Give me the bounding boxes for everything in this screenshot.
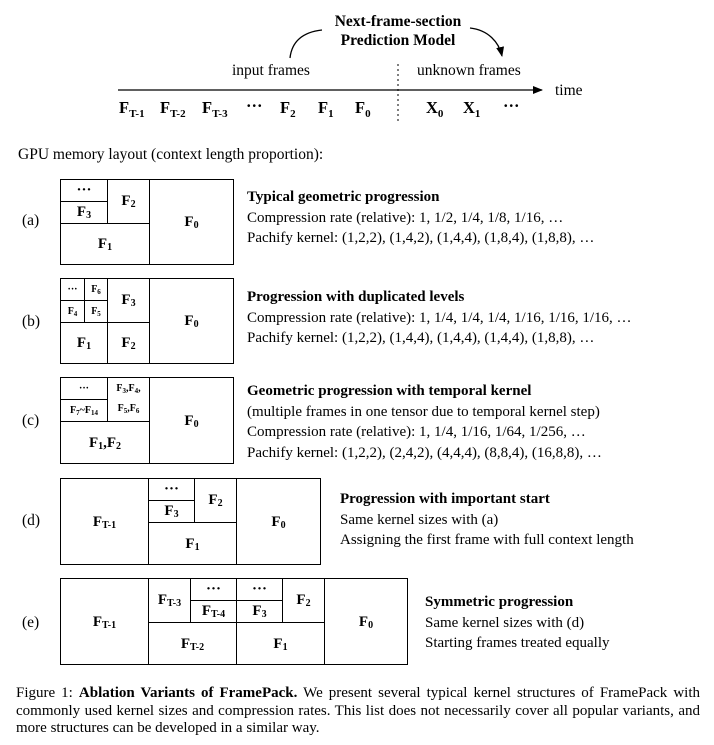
variant-label: (b)	[22, 313, 41, 330]
cell-f2: F $_2$	[194, 479, 236, 522]
cell-f0: F $_0$	[236, 479, 320, 565]
frame-label: $F_2$	[280, 98, 296, 120]
model-title-line2: Prediction Model	[340, 32, 456, 49]
variant-line: Pachify kernel: (1,2,2), (1,4,4), (1,4,4), (1,4,4), (1,8,8), …	[247, 330, 595, 346]
variant-label: (e)	[22, 614, 40, 631]
cell-f2: F $_2$	[107, 180, 149, 223]
variant-a-description	[247, 187, 594, 249]
frame-label: $X_0$	[426, 98, 444, 120]
unknown-frames-label: unknown frames	[417, 62, 521, 79]
cell-f1: F $_1$	[148, 522, 236, 565]
frame-label: $F_{T-3}$	[202, 98, 228, 120]
input-frames-label: input frames	[232, 62, 310, 79]
gpu-memory-label: GPU memory layout (context length proportion):	[18, 146, 324, 163]
cell-f3: F $_3$	[61, 201, 107, 223]
cell-f1: F $_1$	[61, 223, 149, 265]
variant-b-description	[247, 287, 632, 349]
variant-title: Symmetric progression	[425, 594, 574, 610]
cell-f7-f14: F $_7$ ~F $_{14}$	[61, 399, 107, 421]
model-title-line1: Next-frame-section	[334, 13, 462, 30]
caption-title: Ablation Variants of FramePack.	[78, 685, 298, 701]
variant-line: Pachify kernel: (1,2,2), (1,4,2), (1,4,4), (1,8,4), (1,8,8), …	[247, 230, 595, 246]
frame-label: $X_1$	[463, 98, 481, 120]
caption-text: We present several typical kernel structures of FramePack with commonly used kernel sizes and compression rates. This list does not necessarily cover all popular variants, and more structures can be developed in a similar way.	[16, 685, 700, 736]
cell-dots: ···	[67, 284, 78, 295]
cell-dots: ···	[78, 383, 89, 394]
variant-title: Progression with important start	[340, 491, 550, 507]
cell-f0: F $_0$	[149, 180, 233, 265]
variant-d-description	[340, 489, 634, 551]
cell-f3: F $_3$	[236, 600, 282, 622]
cell-f1: F $_1$	[61, 322, 107, 364]
frame-label: ···	[246, 96, 263, 115]
time-label: time	[555, 82, 583, 99]
variant-e-description	[425, 592, 610, 654]
frame-label: $F_{T-1}$	[119, 98, 145, 120]
variant-line: Compression rate (relative): 1, 1/4, 1/16, 1/64, 1/256, …	[247, 424, 586, 440]
caption-prefix: Figure 1:	[16, 685, 79, 701]
variant-title: Progression with duplicated levels	[247, 289, 465, 305]
cell-f4: F $_4$	[61, 300, 84, 322]
variant-c-description	[247, 381, 602, 463]
variant-c-layout	[60, 377, 234, 464]
cell-f1: F $_1$	[236, 622, 324, 665]
cell-ft2: F $_{T-2}$	[148, 622, 236, 665]
frame-label: $F_0$	[355, 98, 371, 120]
cell-dots: ···	[236, 579, 282, 600]
variant-line: (multiple frames in one tensor due to temporal kernel step)	[247, 403, 600, 420]
frame-label: $F_{T-2}$	[160, 98, 186, 120]
cell-dots: ···	[76, 182, 92, 198]
cell-f2: F $_2$	[282, 579, 324, 622]
input-curve-arrow	[290, 30, 322, 58]
variant-line: Assigning the first frame with full context length	[340, 532, 634, 548]
cell-dots: ···	[148, 479, 194, 500]
variant-line: Same kernel sizes with (a)	[340, 511, 499, 528]
cell-f3: F $_3$	[148, 500, 194, 522]
output-curve-arrow	[470, 28, 502, 56]
variant-label: (a)	[22, 212, 40, 229]
variant-line: Compression rate (relative): 1, 1/4, 1/4, 1/4, 1/16, 1/16, 1/16, …	[247, 309, 632, 326]
variant-line: Compression rate (relative): 1, 1/2, 1/4, 1/8, 1/16, …	[247, 209, 564, 226]
cell-f0: F $_0$	[149, 378, 233, 464]
cell-f3: F $_3$	[107, 279, 149, 322]
cell-f5: F $_5$	[84, 300, 107, 322]
frame-label: $F_1$	[318, 98, 334, 120]
variant-line: Same kernel sizes with (d)	[425, 614, 585, 631]
variant-title: Geometric progression with temporal kernel	[247, 383, 532, 399]
cell-f5-f6: F $_5$ ,F $_6$	[107, 396, 149, 421]
variant-b-layout	[60, 278, 234, 364]
cell-ft3: F $_{T-3}$	[148, 579, 190, 622]
cell-f0: F $_0$	[149, 279, 233, 364]
cell-ft1: F $_{T-1}$	[92, 613, 117, 631]
variant-line: Starting frames treated equally	[425, 635, 610, 651]
variant-title: Typical geometric progression	[247, 189, 440, 205]
cell-ft1: F $_{T-1}$	[92, 513, 117, 531]
cell-f3-f4: F $_3$ ,F $_4$ ,	[107, 378, 149, 399]
cell-dots: ···	[190, 579, 236, 600]
variant-label: (d)	[22, 512, 41, 529]
variant-a-layout	[60, 179, 234, 265]
variant-label: (c)	[22, 412, 40, 429]
frame-label: ···	[503, 96, 520, 115]
variant-e-layout	[60, 578, 408, 665]
cell-f0: F $_0$	[324, 579, 407, 665]
cell-f2: F $_2$	[107, 322, 149, 364]
variant-d-layout	[60, 478, 321, 565]
cell-f6: F $_6$	[84, 279, 107, 300]
figure-caption	[16, 685, 700, 738]
cell-f1-f2: F $_1$ ,F $_2$	[61, 421, 149, 464]
variant-line: Pachify kernel: (1,2,2), (2,4,2), (4,4,4), (8,8,4), (16,8,8), …	[247, 444, 602, 461]
cell-ft4: F $_{T-4}$	[190, 600, 236, 622]
